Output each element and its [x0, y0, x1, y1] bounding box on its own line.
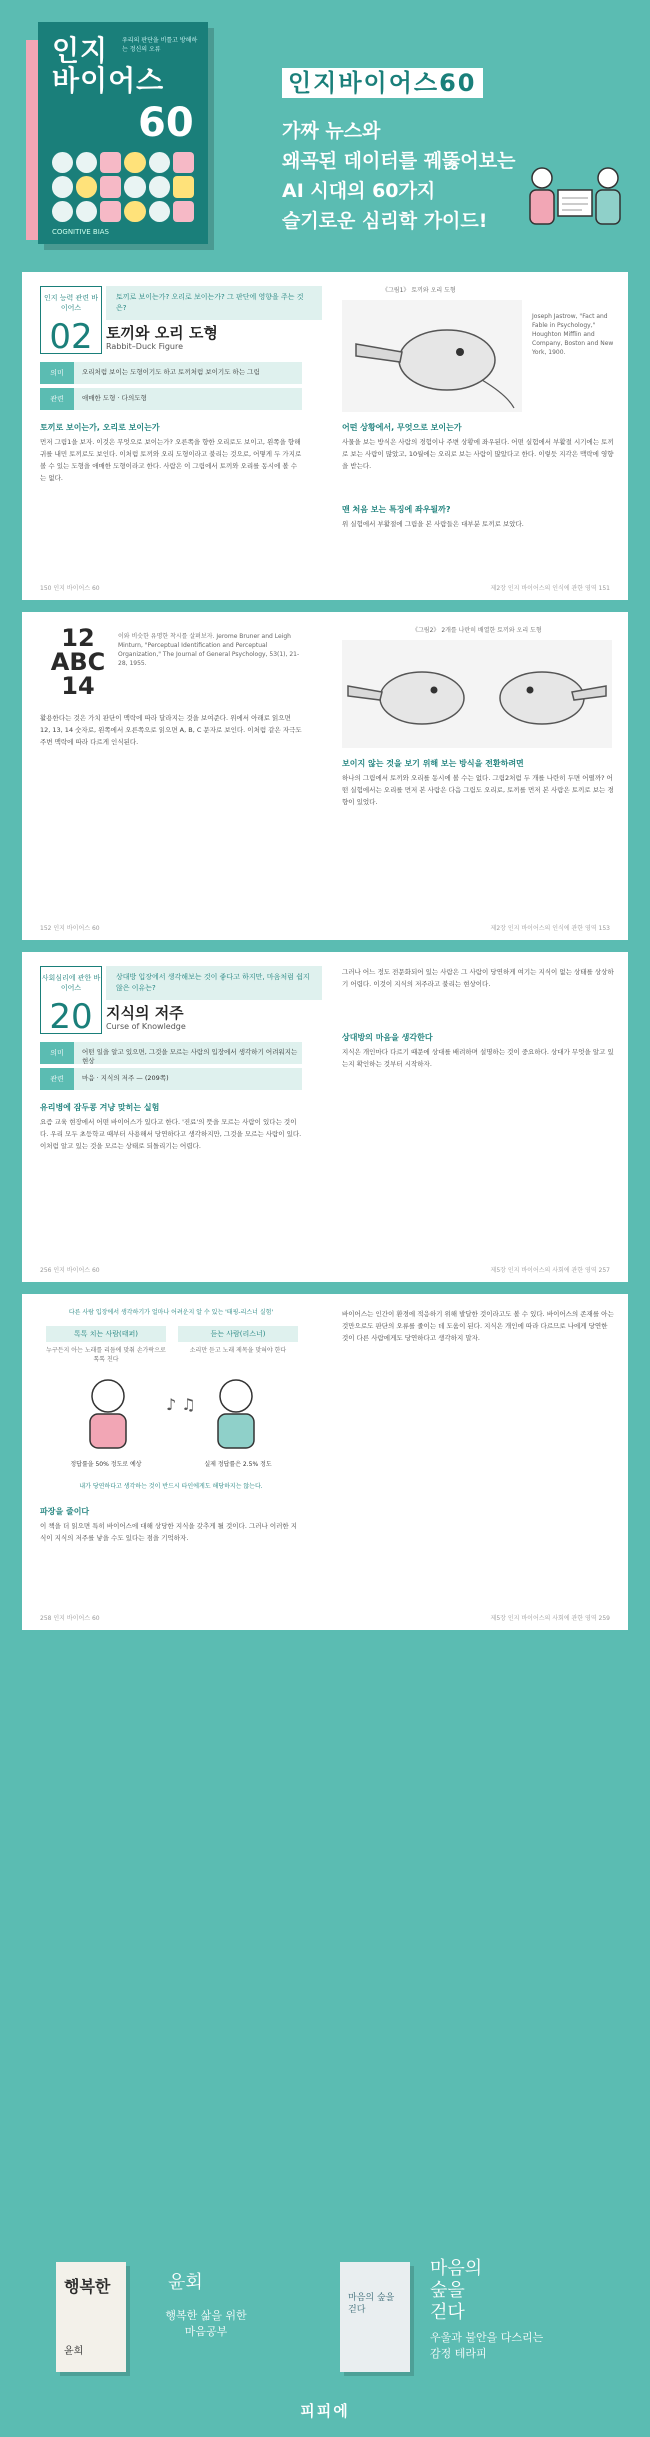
hero-line-3: AI 시대의 60가지: [282, 180, 436, 202]
cover-icon: [52, 201, 73, 222]
left-role-desc: 누구든지 아는 노래를 리듬에 맞춰 손가락으로 톡톡 친다: [46, 1347, 166, 1363]
book2-title-line2: 숲을: [430, 2280, 465, 2301]
section-body: 하나의 그림에서 토끼와 오리를 동시에 볼 수는 없다. 그림2처럼 두 개를 나란히 두면 어떨까? 어떤 실험에서는 오리를 먼저 본 사람은 다음 그림도 오리로, 토끼를 먼저 본 사람은 토끼로 보는 경향이 있었다.: [342, 774, 614, 806]
hero-line-2: 왜곡된 데이터를 꿰뚫어보는: [282, 150, 516, 172]
page-footer-right: 제5장 인지 바이어스의 사회에 관한 영역 257: [490, 1267, 610, 1274]
book-thumbnail-1[interactable]: [56, 2262, 126, 2372]
book-cover: [38, 22, 208, 244]
book1-subtitle-line2: 마음공부: [184, 2325, 228, 2338]
book2-subtitle-line2: 감정 테라피: [430, 2347, 487, 2360]
book-title-line2: 바이어스: [52, 64, 165, 97]
section-body: 먼저 그림1을 보자. 이것은 무엇으로 보이는가? 오른쪽을 향한 오리로도 보이고, 왼쪽을 향해 귀를 내민 토끼로도 보인다. 이처럼 토끼와 오리 도형이라고 불리는 것으로, 어떻게 두 가지로 볼 수 있는 도형을 애매한 도형이라고 한다. 사람은 이 그림에서 토끼와 오리를 동시에 볼 수는 없다.: [40, 438, 302, 482]
hero-headline: 인지바이어스60: [282, 68, 483, 98]
cover-icon: [124, 201, 145, 222]
cover-icon: [76, 201, 97, 222]
section-heading: 어떤 상황에서, 무엇으로 보이는가: [342, 423, 462, 432]
book-thumbnail-2[interactable]: [340, 2262, 410, 2372]
book1-cover-author: 윤희: [64, 2346, 84, 2357]
right-role: 듣는 사람(리스너): [178, 1326, 298, 1342]
diagram-title: 다른 사람 입장에서 생각하기가 얼마나 어려운지 알 수 있는 '태핑-리스너 실험': [68, 1309, 274, 1316]
book2-subtitle: [430, 2330, 543, 2362]
right-role-desc: 소리만 듣고 노래 제목을 맞혀야 한다: [189, 1347, 287, 1354]
tag-text: 어떤 일을 알고 있으면, 그것을 모르는 사람의 입장에서 생각하기 어려워지는 현상: [82, 1048, 298, 1065]
hero-line-4: 슬기로운 심리학 가이드!: [282, 210, 488, 232]
page-footer-left: 256 인지 바이어스 60: [40, 1267, 100, 1274]
chapter-title-en: Curse of Knowledge: [106, 1022, 186, 1031]
section-body: 활용한다는 것은 가치 판단이 맥락에 따라 달라지는 것을 보여준다. 위에서 아래로 읽으면 12, 13, 14 숫자로, 왼쪽에서 오른쪽으로 읽으면 A, B, C 문자로 보인다. 이처럼 같은 자극도 주변 맥락에 따라 다르게 인식된다.: [40, 714, 302, 746]
double-rabbit-duck-illustration: [342, 640, 612, 748]
tag-row-meaning: [40, 1042, 302, 1064]
chapter-title: 지식의 저주: [106, 1004, 184, 1022]
chapter-number: 20: [49, 997, 93, 1037]
book1-subtitle-line1: 행복한 삶을 위한: [165, 2309, 247, 2322]
chapter-badge: [40, 966, 102, 1037]
cover-icon: [76, 176, 97, 197]
page-footer-right: 제2장 인지 바이어스의 인식에 관한 영역 151: [490, 585, 610, 592]
cover-icon: [124, 176, 145, 197]
section-body: 이 책을 더 읽으면 특히 바이어스에 대해 상당한 지식을 갖추게 될 것이다. 그러나 이러한 지식이 지식의 저주를 낳을 수도 있다는 점을 기억하자.: [40, 1522, 298, 1542]
figure-caption: 이와 비슷한 유명한 착시를 살펴보자. Jerome Bruner and Leigh Minturn, "Perceptual Identification and Perceptual Organization," The Journal of General Psychology, 53(1), 21-28, 1955.: [118, 633, 300, 667]
book-cover-icon-grid: [52, 152, 194, 222]
page-footer-right: 제2장 인지 바이어스의 인식에 관한 영역 153: [490, 925, 610, 932]
section-heading: 토끼로 보이는가, 오리로 보이는가: [40, 423, 160, 432]
right-actual: 실제 정답률은 2.5% 정도: [204, 1461, 272, 1468]
tag-label: 의미: [40, 1042, 74, 1064]
section-heading: 파장을 줄이다: [40, 1507, 90, 1516]
cover-icon: [52, 152, 73, 173]
chapter-number: 02: [49, 317, 93, 357]
book2-cover-text: 마음의 숲을 걷다: [348, 2293, 395, 2315]
tag-text: 오리처럼 보이는 도형이기도 하고 토끼처럼 보이기도 하는 그림: [82, 368, 260, 376]
book-cover-subtitle: 우리의 판단을 비틀고 방해하는 정신의 오류: [122, 37, 198, 53]
publisher-logo: 피피에: [300, 2402, 350, 2420]
rabbit-duck-illustration: [342, 300, 522, 412]
tag-row-meaning: [40, 362, 302, 384]
chapter-quote: 상대방 입장에서 생각해보는 것이 좋다고 하지만, 마음처럼 쉽지 않은 이유는?: [106, 966, 322, 1000]
hero-line-1: 가짜 뉴스와: [282, 120, 381, 142]
page-footer-left: 152 인지 바이어스 60: [40, 925, 100, 932]
tag-label: 의미: [40, 362, 74, 384]
cover-icon: [149, 201, 170, 222]
abc-bottom: 14: [61, 672, 95, 700]
tag-label: 관련: [40, 1068, 74, 1090]
section-body: 사물을 보는 방식은 사람의 경험이나 주변 상황에 좌우된다. 어떤 실험에서 부활절 시기에는 토끼로 보는 사람이 많았고, 10월에는 오리로 보는 사람이 많았다고 한다. 이렇듯 지각은 맥락에 영향을 받는다.: [342, 438, 614, 470]
left-role: 톡톡 치는 사람(태퍼): [46, 1326, 166, 1342]
people-illustration: [520, 160, 630, 240]
left-predict: 정답률을 50% 정도로 예상: [70, 1461, 142, 1468]
abc-middle: ABC: [50, 648, 106, 676]
tag-text: 마음 · 지식의 저주 — (209쪽): [82, 1074, 169, 1082]
chapter-badge: [40, 286, 102, 357]
hero-banner: [0, 0, 650, 258]
section-heading: 유리병에 잠두콩 겨냥 맞히는 실험: [40, 1103, 160, 1112]
spread-page-4: [22, 1294, 628, 1630]
section-body: 위 실험에서 부활절에 그림을 본 사람들은 대부분 토끼로 보았다.: [342, 520, 524, 528]
page-footer-right: 제5장 인지 바이어스의 사회에 관한 영역 259: [490, 1615, 610, 1622]
tag-row-related: [40, 388, 302, 410]
section-heading: 보이지 않는 것을 보기 위해 보는 방식을 전환하려면: [342, 759, 524, 768]
cover-icon: [173, 201, 194, 222]
chapter-quote: 토끼로 보이는가? 오리로 보이는가? 그 판단에 영향을 주는 것은?: [106, 286, 322, 320]
cover-icon: [124, 152, 145, 173]
book2-title-line1: 마음의: [430, 2258, 483, 2279]
chapter-label: 사회심리에 관한 바이어스: [41, 974, 101, 992]
cover-icon: [100, 176, 121, 197]
page-footer-left: 258 인지 바이어스 60: [40, 1615, 100, 1622]
hero-tagline: [282, 116, 515, 236]
cover-icon: [100, 152, 121, 173]
diagram-caption: 내가 당연하다고 생각하는 것이 반드시 타인에게도 해당하지는 않는다.: [79, 1483, 263, 1490]
section-heading: 상대방의 마음을 생각한다: [342, 1033, 433, 1042]
cover-icon: [149, 176, 170, 197]
chapter-label: 인지 능력 관련 바이어스: [43, 294, 98, 312]
section-body: 바이어스는 인간이 환경에 적응하기 위해 발달한 것이라고도 볼 수 있다. 바이어스의 존재를 아는 것만으로도 판단의 오류를 줄이는 데 도움이 된다. 지식은 개인에 따라 다르므로 나에게 당연한 것이 다른 사람에게도 당연하다고 생각하지 말자.: [342, 1310, 614, 1342]
book-title-line1: 인지: [52, 34, 109, 67]
book-cover-footer: COGNITIVE BIAS: [52, 228, 109, 236]
cover-icon: [173, 152, 194, 173]
figure-caption: 《그림1》 토끼와 오리 도형: [382, 287, 456, 294]
cover-icon: [100, 201, 121, 222]
section-body: 그러나 어느 정도 전문화되어 있는 사람은 그 사람이 당연하게 여기는 지식이 없는 상태를 상상하기 어렵다. 이것이 지식의 저주라고 불리는 현상이다.: [342, 968, 614, 988]
spread-page-3: [22, 952, 628, 1282]
svg-text:♪ ♫: ♪ ♫: [166, 1395, 196, 1414]
section-body: 요즘 교육 현장에서 어떤 바이어스가 있다고 한다. '진료'의 뜻을 모르는 사람이 있다는 것이다. 우리 모두 초등학교 때부터 사용해서 당연하다고 생각하지만, 그것을 모르는 사람이 있다. 이처럼 알고 있는 것을 모르는 상태로 되돌리기는 어렵다.: [40, 1118, 302, 1150]
section-heading: 맨 처음 보는 특징에 좌우될까?: [342, 505, 451, 514]
cover-icon: [76, 152, 97, 173]
section-body: 지식은 개인마다 다르기 때문에 상대를 배려하며 설명하는 것이 중요하다. 상대가 무엇을 알고 있는지 확인하는 것부터 시작하자.: [342, 1048, 614, 1068]
cover-icon: [149, 152, 170, 173]
book2-title-line3: 걷다: [430, 2302, 465, 2323]
abc-illusion: [48, 626, 108, 698]
figure-source: Joseph Jastrow, "Fact and Fable in Psychology," Houghton Mifflin and Company, Boston and New York, 1900.: [532, 313, 614, 356]
book2-title: [430, 2258, 482, 2324]
book1-cover-text: 행복한: [64, 2277, 111, 2296]
figure-caption: 《그림2》 2개를 나란히 배열한 토끼와 오리 도형: [412, 627, 542, 634]
cover-icon: [52, 176, 73, 197]
tag-label: 관련: [40, 388, 74, 410]
cover-icon: [173, 176, 194, 197]
page-footer-left: 150 인지 바이어스 60: [40, 585, 100, 592]
spread-page-2: [22, 612, 628, 940]
book2-subtitle-line1: 우울과 불안을 다스리는: [430, 2331, 544, 2344]
spread-page-1: [22, 272, 628, 600]
tag-text: 애매한 도형 · 다의도형: [82, 394, 147, 402]
chapter-title-en: Rabbit–Duck Figure: [106, 342, 184, 351]
chapter-title: 토끼와 오리 도형: [106, 324, 218, 342]
tapping-listener-illustration: [58, 1366, 286, 1456]
book-cover-number: 60: [138, 100, 194, 146]
book1-subtitle: [146, 2308, 266, 2340]
book1-title: 윤회: [168, 2272, 203, 2293]
tag-row-related: [40, 1068, 302, 1090]
abc-top: 12: [61, 624, 95, 652]
